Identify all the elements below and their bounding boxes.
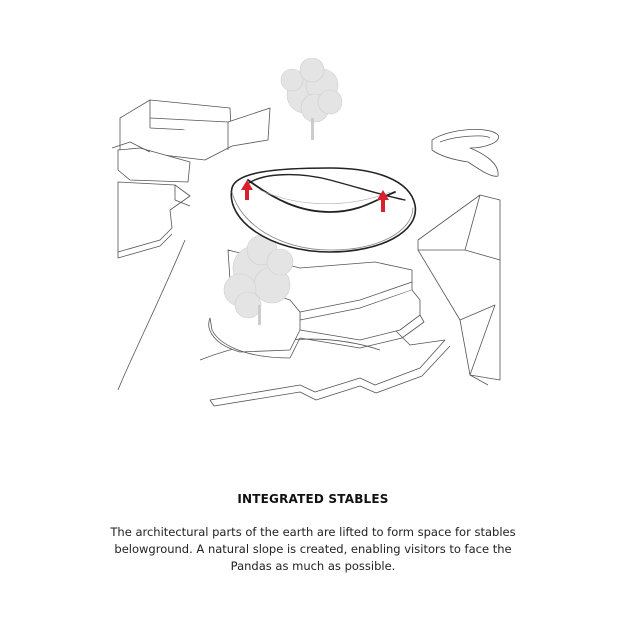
buildings-top-left <box>112 100 270 182</box>
pond-outline <box>432 129 499 176</box>
caption-title: INTEGRATED STABLES <box>237 492 389 506</box>
tree-middle <box>224 235 293 325</box>
caption-body: The architectural parts of the earth are lifted to form space for stables belowground. A natural slope is created, enabling visitors to face the Pandas as much as possible. <box>110 525 516 573</box>
left-terrace <box>118 182 190 258</box>
tree-top <box>281 58 342 140</box>
